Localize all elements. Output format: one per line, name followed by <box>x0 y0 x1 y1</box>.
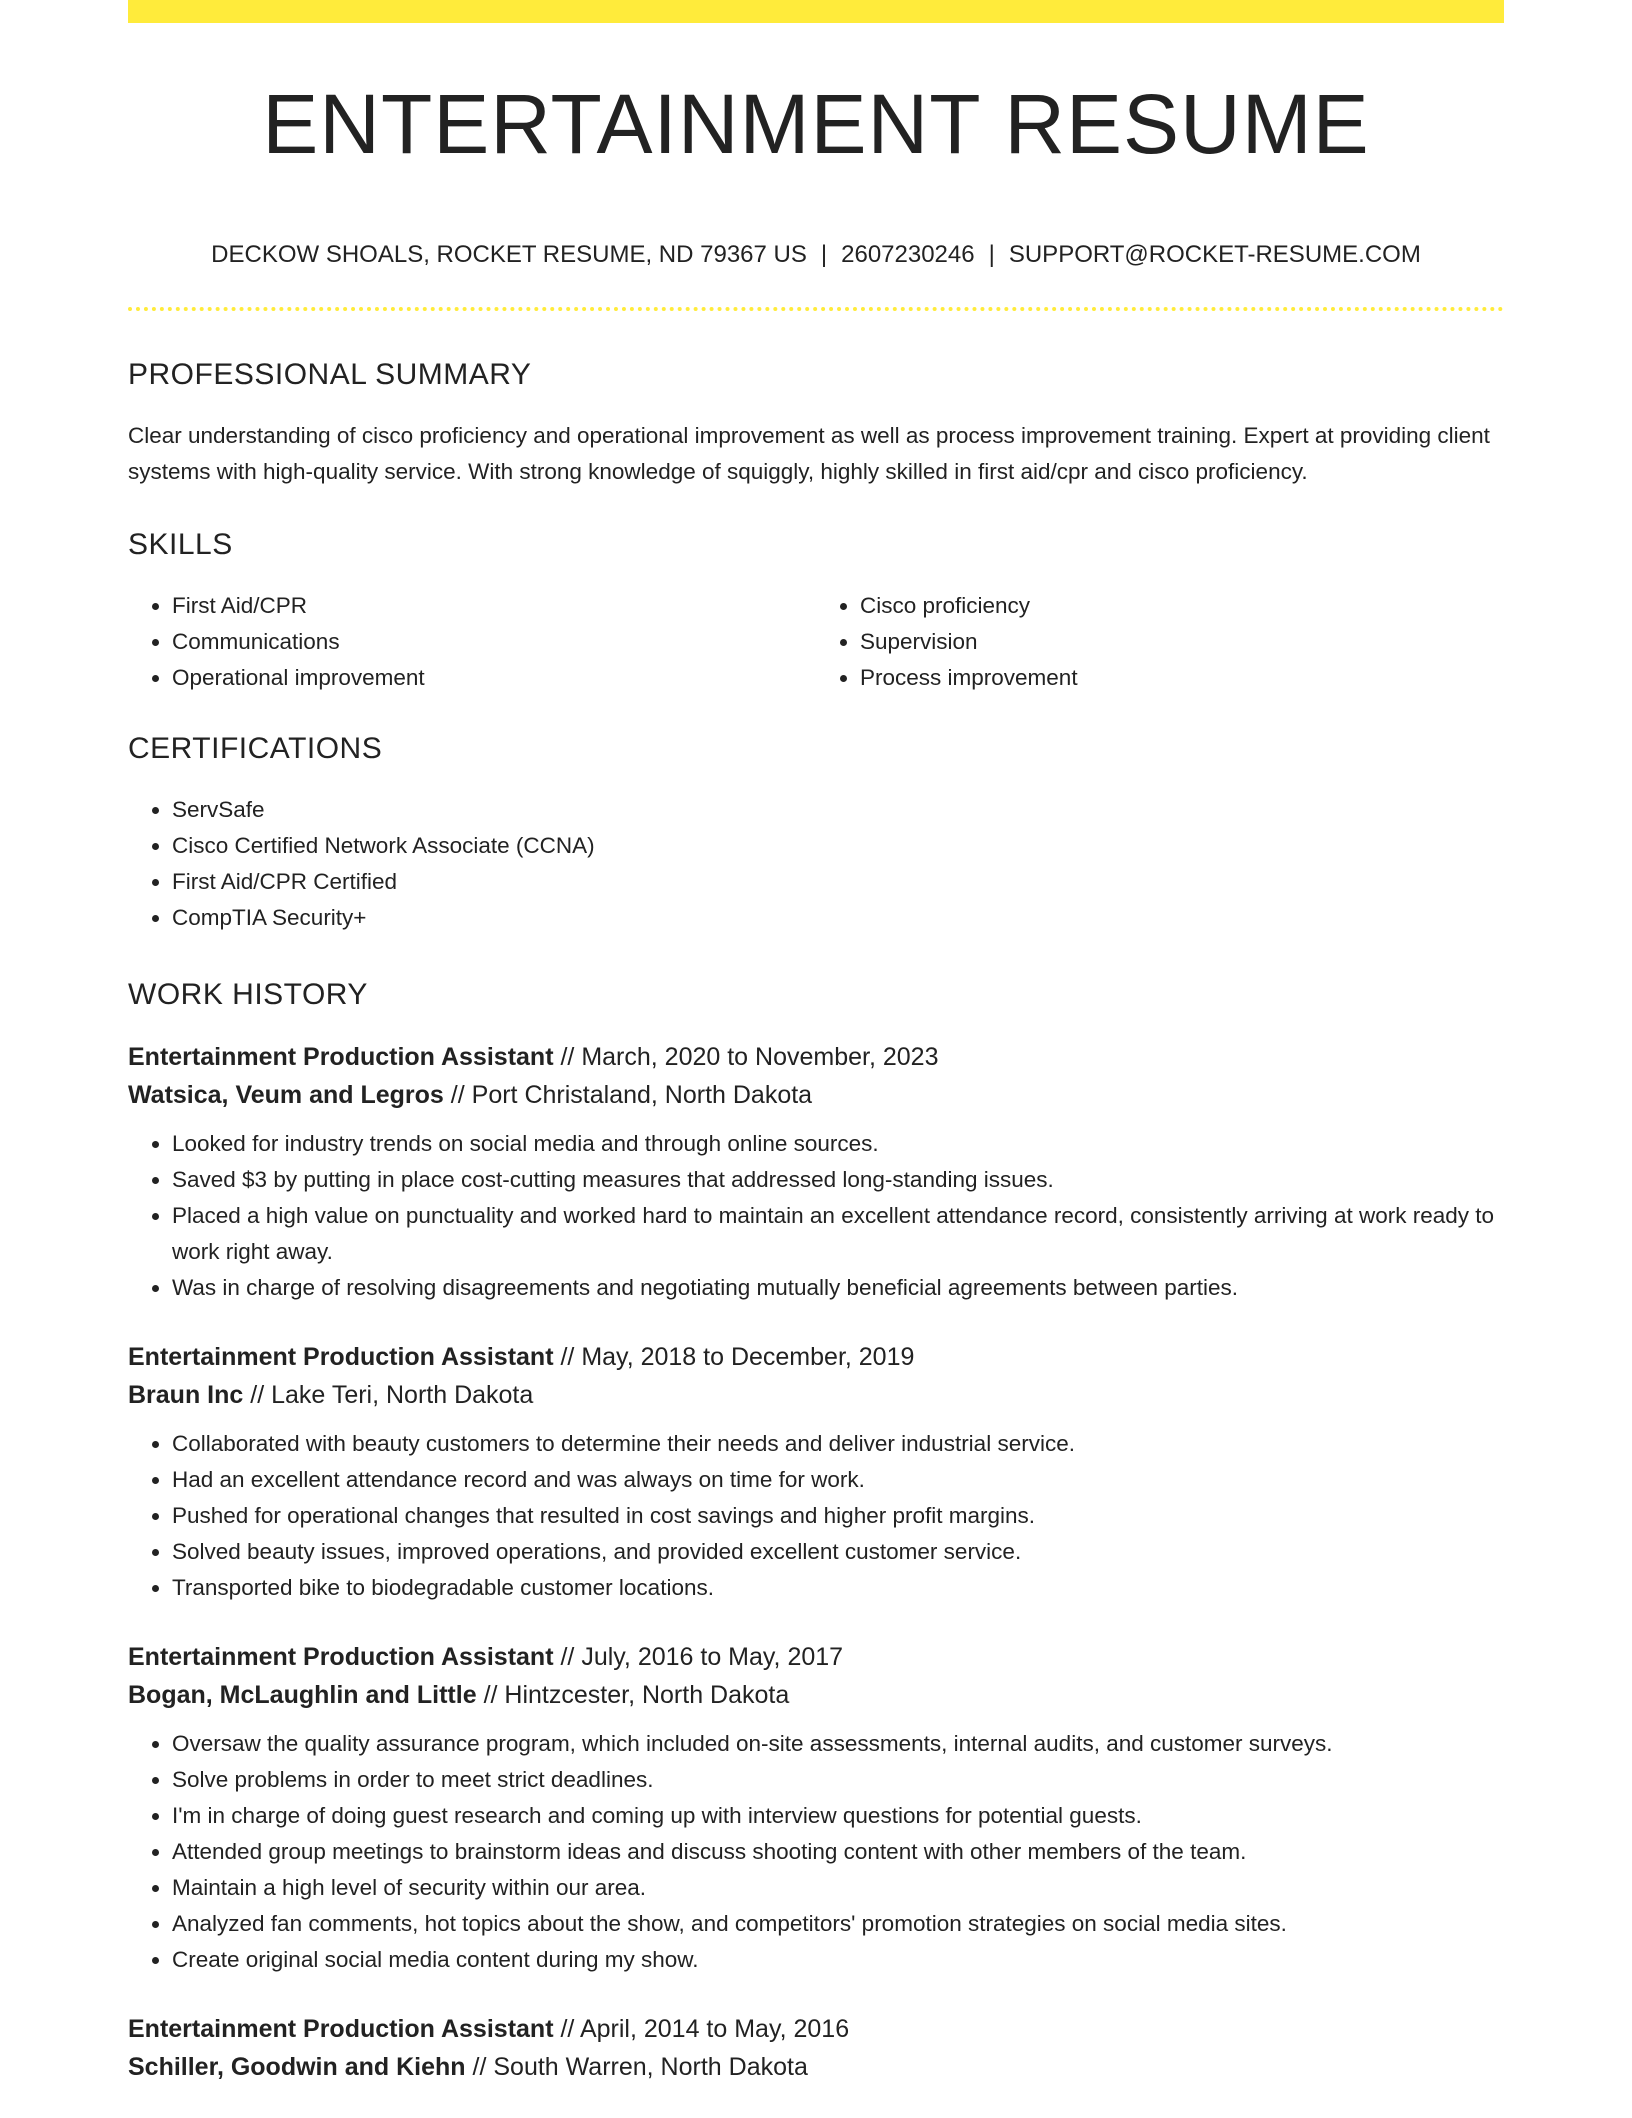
certifications-list <box>128 792 1504 936</box>
job-location: Port Christaland, North Dakota <box>471 1081 813 1109</box>
summary-heading: PROFESSIONAL SUMMARY <box>128 358 532 391</box>
job-bullet: • Looked for industry trends on social media and through online sources. <box>172 1126 1504 1162</box>
job-company: Watsica, Veum and Legros <box>128 1081 444 1109</box>
job-entry <box>128 1638 1504 1978</box>
skills-column-left <box>128 588 816 696</box>
skill-item: • Cisco proficiency <box>860 588 1504 624</box>
job-bullet: • Placed a high value on punctuality and worked hard to maintain an excellent attendance record, consistently arriving at work ready to work right away. <box>172 1198 1504 1270</box>
resume-title: ENTERTAINMENT RESUME <box>262 77 1370 171</box>
contact-separator: | <box>820 241 828 268</box>
job-bullets <box>128 1426 1504 1606</box>
job-entry <box>128 2010 1504 2086</box>
certification-item: • ServSafe <box>172 792 1504 828</box>
job-company-line <box>128 1376 1504 1414</box>
skill-item: • Process improvement <box>860 660 1504 696</box>
contact-email: SUPPORT@ROCKET-RESUME.COM <box>1008 241 1421 268</box>
contact-address: DECKOW SHOALS, ROCKET RESUME, ND 79367 US <box>211 241 807 268</box>
job-company-line <box>128 1676 1504 1714</box>
job-title: Entertainment Production Assistant <box>128 1643 554 1671</box>
job-bullets <box>128 1726 1504 1978</box>
job-dates: April, 2014 to May, 2016 <box>579 2015 850 2043</box>
resume-content <box>128 350 1504 2118</box>
job-title-line <box>128 1638 1504 1676</box>
skill-item: • Operational improvement <box>172 660 816 696</box>
certifications-heading: CERTIFICATIONS <box>128 732 383 765</box>
job-bullet: • Solve problems in order to meet strict deadlines. <box>172 1762 1504 1798</box>
skills-heading: SKILLS <box>128 528 233 561</box>
job-bullet: • Solved beauty issues, improved operations, and provided excellent customer service. <box>172 1534 1504 1570</box>
certification-item: • Cisco Certified Network Associate (CCNA) <box>172 828 1504 864</box>
job-bullet: • Analyzed fan comments, hot topics about the show, and competitors' promotion strategies on social media sites. <box>172 1906 1504 1942</box>
job-title: Entertainment Production Assistant <box>128 2015 554 2043</box>
job-bullet: • Collaborated with beauty customers to determine their needs and deliver industrial service. <box>172 1426 1504 1462</box>
skills-column-right <box>816 588 1504 696</box>
job-divider: // <box>560 2015 575 2043</box>
skills-list <box>128 588 1504 696</box>
job-dates: May, 2018 to December, 2019 <box>581 1343 915 1371</box>
dotted-divider <box>128 307 1504 311</box>
contact-phone: 2607230246 <box>841 241 975 268</box>
skill-item: • Supervision <box>860 624 1504 660</box>
job-location: South Warren, North Dakota <box>493 2053 808 2081</box>
job-company: Braun Inc <box>128 1381 244 1409</box>
job-title-line <box>128 2010 1504 2048</box>
job-bullet: • Maintain a high level of security within our area. <box>172 1870 1504 1906</box>
skill-item: • First Aid/CPR <box>172 588 816 624</box>
job-divider: // <box>250 1381 265 1409</box>
job-dates: March, 2020 to November, 2023 <box>581 1043 939 1071</box>
job-bullet: • Attended group meetings to brainstorm ideas and discuss shooting content with other members of the team. <box>172 1834 1504 1870</box>
summary-text: Clear understanding of cisco proficiency and operational improvement as well as process improvement training. Expert at providing client systems with high-quality service. With strong knowledge of squiggly, highly skilled in first aid/cpr and cisco proficiency. <box>128 423 1490 484</box>
job-bullet: • Transported bike to biodegradable customer locations. <box>172 1570 1504 1606</box>
job-divider: // <box>472 2053 487 2081</box>
contact-separator: | <box>988 241 995 268</box>
job-bullet: • Oversaw the quality assurance program, which included on-site assessments, internal audits, and customer surveys. <box>172 1726 1504 1762</box>
job-bullet: • Saved $3 by putting in place cost-cutting measures that addressed long-standing issues. <box>172 1162 1504 1198</box>
job-divider: // <box>483 1681 498 1709</box>
job-title-line <box>128 1338 1504 1376</box>
work-history-heading: WORK HISTORY <box>128 978 368 1011</box>
job-bullet: • Was in charge of resolving disagreements and negotiating mutually beneficial agreements between parties. <box>172 1270 1504 1306</box>
job-divider: // <box>450 1081 465 1109</box>
job-location: Hintzcester, North Dakota <box>504 1681 790 1709</box>
job-title-line <box>128 1038 1504 1076</box>
job-title: Entertainment Production Assistant <box>128 1343 554 1371</box>
job-divider: // <box>560 1643 575 1671</box>
job-bullets <box>128 1126 1504 1306</box>
job-company-line <box>128 1076 1504 1114</box>
job-entry <box>128 1038 1504 1306</box>
job-company-line <box>128 2048 1504 2086</box>
job-bullet: • Create original social media content during my show. <box>172 1942 1504 1978</box>
contact-line <box>128 237 1504 273</box>
job-location: Lake Teri, North Dakota <box>271 1381 534 1409</box>
job-dates: July, 2016 to May, 2017 <box>581 1643 844 1671</box>
job-company: Schiller, Goodwin and Kiehn <box>128 2053 466 2081</box>
certification-item: • CompTIA Security+ <box>172 900 1504 936</box>
job-company: Bogan, McLaughlin and Little <box>128 1681 477 1709</box>
certification-item: • First Aid/CPR Certified <box>172 864 1504 900</box>
job-bullet: • I'm in charge of doing guest research and coming up with interview questions for potential guests. <box>172 1798 1504 1834</box>
job-divider: // <box>560 1343 575 1371</box>
skill-item: • Communications <box>172 624 816 660</box>
job-title: Entertainment Production Assistant <box>128 1043 554 1071</box>
job-bullet: • Had an excellent attendance record and was always on time for work. <box>172 1462 1504 1498</box>
top-accent-bar <box>128 0 1504 23</box>
job-bullet: • Pushed for operational changes that resulted in cost savings and higher profit margins. <box>172 1498 1504 1534</box>
job-divider: // <box>560 1043 575 1071</box>
job-entry <box>128 1338 1504 1606</box>
